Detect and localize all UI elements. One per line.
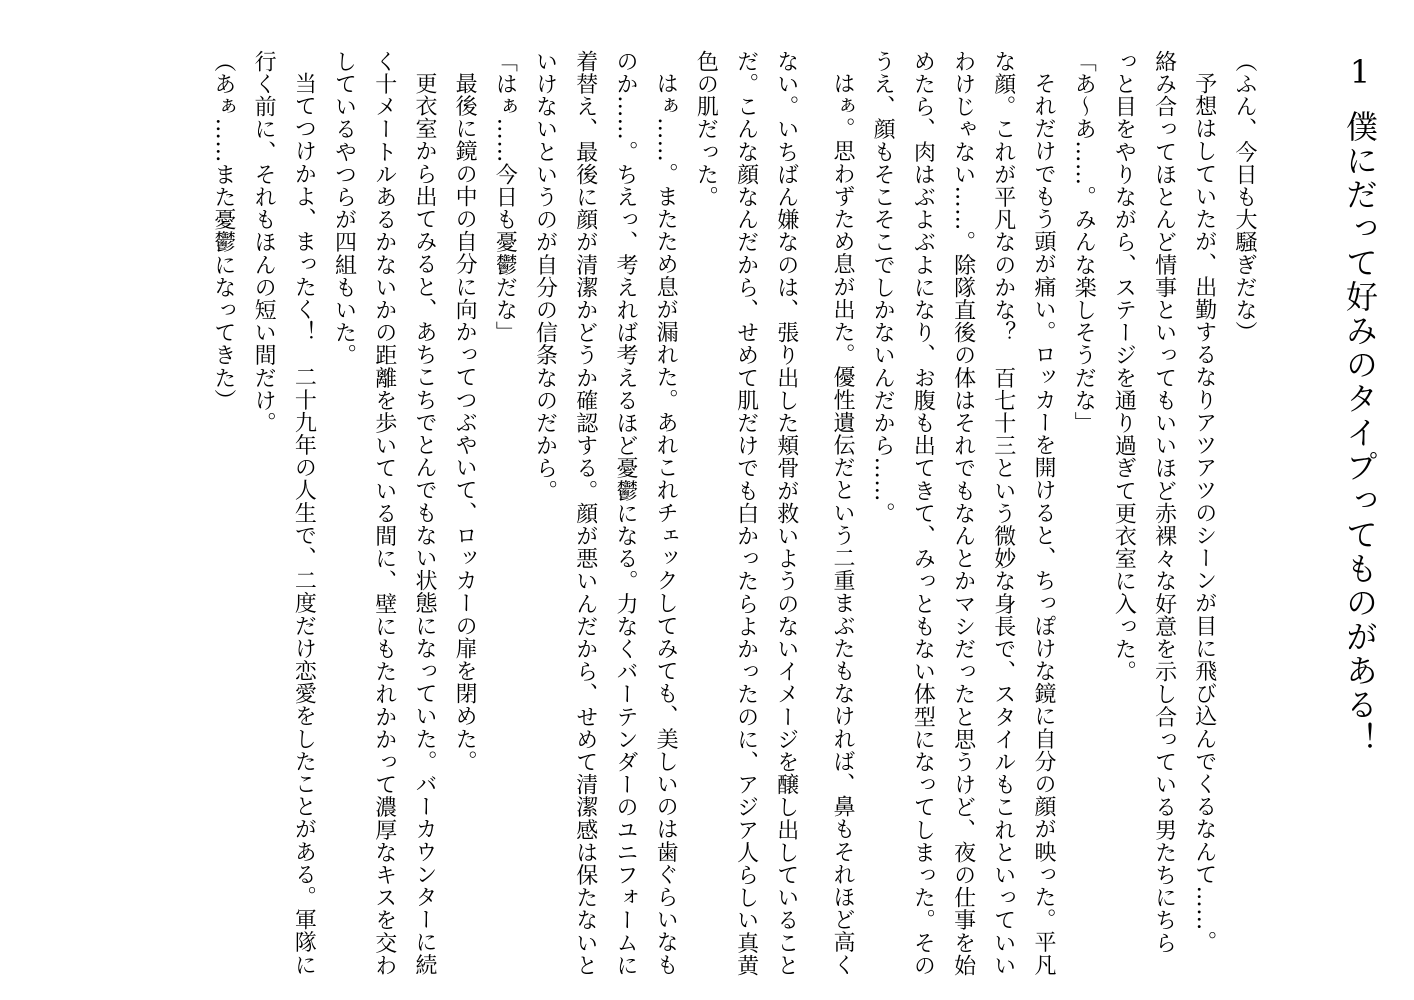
text-line: な顔。これが平凡なのかな？ 百七十三という微妙な身長で、スタイルもこれといっていい [990, 50, 1016, 977]
text-line: 最後に鏡の中の自分に向かってつぶやいて、ロッカーの扉を閉めた。 [452, 72, 478, 773]
text-line: く十メートルあるかないかの距離を歩いている間に、壁にもたれかかって濃厚なキスを交わ [371, 50, 397, 977]
text-line: はぁ……。またため息が漏れた。あれこれチェックしてみても、美しいのは歯ぐらいなも [653, 72, 679, 976]
chapter-title: 僕にだって好みのタイプってものがある！ [1341, 110, 1379, 756]
text-line: 色の肌だった。 [693, 50, 719, 209]
text-line: （あぁ……また憂鬱になってきた） [210, 50, 236, 412]
vertical-text-block [203, 50, 1384, 977]
text-line: 更衣室から出てみると、あちこちでとんでもない状態になっていた。バーカウンターに続 [411, 72, 437, 976]
text-line: っと目をやりながら、ステージを通り過ぎて更衣室に入った。 [1111, 50, 1137, 683]
text-line: しているやつらが四組もいた。 [331, 50, 357, 367]
text-line: だ。こんな顔なんだから、せめて肌だけでも白かったらよかったのに、アジア人らしい真黄 [733, 50, 759, 977]
text-line: わけじゃない……。除隊直後の体はそれでもなんとかマシだったと思うけど、夜の仕事を始 [950, 50, 976, 977]
chapter-number: 1 [1349, 56, 1371, 88]
text-line: はぁ。思わずため息が出た。優性遺伝だという二重まぶたもなければ、鼻もそれほど高く [829, 72, 855, 976]
text-line: 着替え、最後に顔が清潔かどうか確認する。顔が悪いんだから、せめて清潔感は保たないと [572, 50, 598, 977]
text-line: 「はぁ……今日も憂鬱だな」 [492, 50, 518, 344]
text-line: （ふん、今日も大騒ぎだな） [1232, 50, 1257, 344]
text-line: 予想はしていたが、出勤するなりアツアツのシーンが目に飛び込んでくるなんて……。 [1191, 72, 1217, 954]
text-line: 行く前に、それもほんの短い間だけ。 [251, 50, 277, 435]
text-line: 「あ～あ……。みんな楽しそうだな」 [1071, 50, 1097, 435]
body-text [203, 50, 1264, 977]
text-line: めたら、肉はぶよぶよになり、お腹も出てきて、みっともない体型になってしまった。その [910, 50, 936, 977]
text-line: ない。いちばん嫌なのは、張り出した頬骨が救いようのないイメージを醸し出していること [773, 50, 799, 977]
text-line: 絡み合ってほとんど情事といってもいいほど赤裸々な好意を示し合っている男たちにちら [1151, 50, 1177, 954]
chapter-heading [1336, 50, 1384, 970]
text-line: 当てつけかよ、まったく！ 二十九年の人生で、二度だけ恋愛をしたことがある。軍隊に [291, 72, 317, 976]
text-line: のか……。ちえっ、考えれば考えるほど憂鬱になる。力なくバーテンダーのユニフォームに [612, 50, 638, 977]
text-line: それだけでもう頭が痛い。ロッカーを開けると、ちっぽけな鏡に自分の顔が映った。平凡 [1030, 72, 1056, 976]
text-line: うえ、顔もそこそこでしかないんだから……。 [870, 50, 896, 525]
text-line: いけないというのが自分の信条なのだから。 [532, 50, 558, 502]
